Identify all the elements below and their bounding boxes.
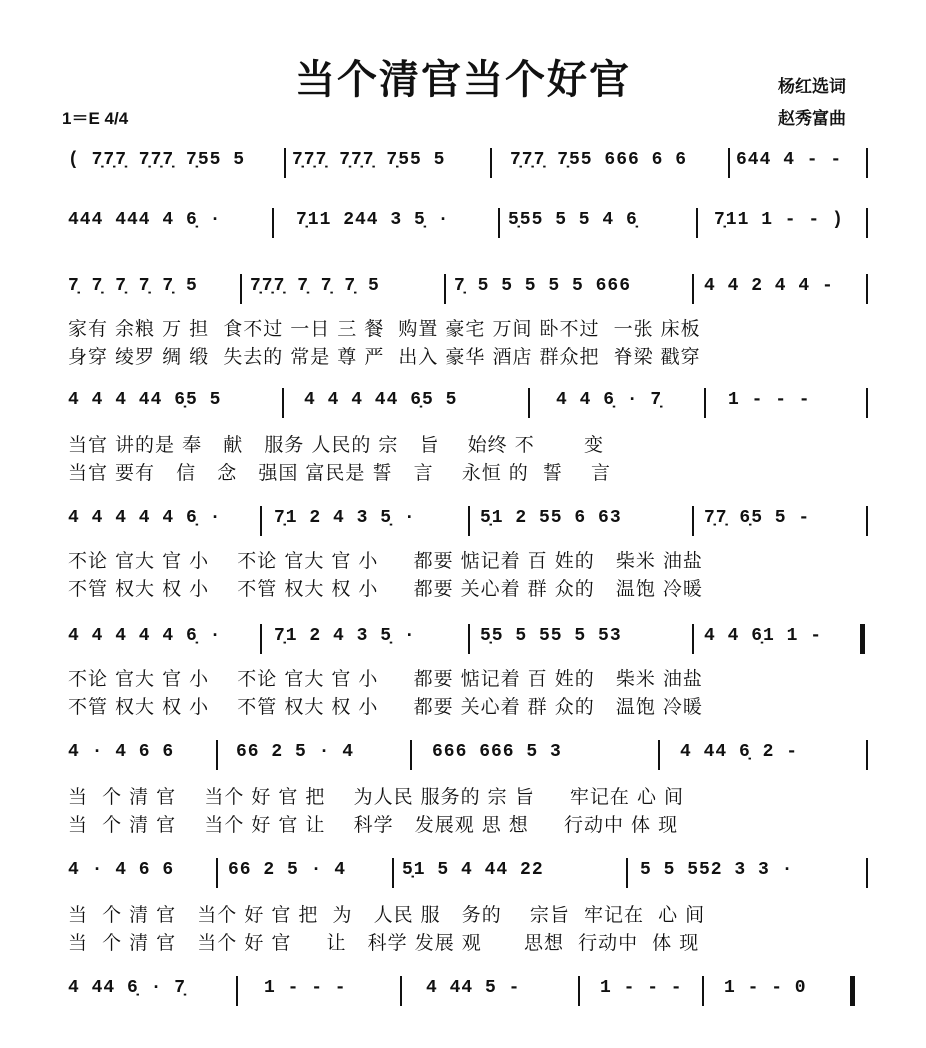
measure: 7̣11 244 3 5̣ · <box>296 210 450 230</box>
lyric-verse-1: 当 个 清 官 当个 好 官 把 为人民 服务的 宗 旨 牢记在 心 间 <box>68 786 684 808</box>
lyric-verse-2: 身穿 绫罗 绸 缎 失去的 常是 尊 严 出入 豪华 酒店 群众把 脊梁 戳穿 <box>68 346 701 368</box>
measure: ( 7̣7̣7̣ 7̣7̣7̣ 7̣55 5 <box>68 150 246 170</box>
measure: 5 5 552 3 3 · <box>640 860 794 880</box>
barline <box>696 208 698 238</box>
measure: 7̣1 2 4 3 5̣ · <box>274 626 416 646</box>
measure: 644 4 - - <box>736 150 843 170</box>
lyric-verse-1: 不论 官大 官 小 不论 官大 官 小 都要 惦记着 百 姓的 柴米 油盐 <box>68 668 703 690</box>
notation-row <box>60 974 870 1008</box>
final-barline <box>850 976 855 1006</box>
measure: 7̣ 7̣ 7̣ 7̣ 7̣ 5 <box>68 276 198 296</box>
barline <box>260 624 262 654</box>
barline <box>236 976 238 1006</box>
barline <box>866 858 868 888</box>
measure: 5̣1 2 55 6 63 <box>480 508 622 528</box>
measure: 4 · 4 6 6 <box>68 860 175 880</box>
barline <box>860 624 865 654</box>
measure: 4 44 5 - <box>426 978 521 998</box>
notation-row <box>60 386 870 420</box>
notation-row <box>60 206 870 240</box>
barline <box>216 740 218 770</box>
lyric-verse-2: 当 个 清 官 当个 好 官 让 科学 发展 观 思想 行动中 体 现 <box>68 932 700 954</box>
barline <box>866 506 868 536</box>
notation-row <box>60 738 870 772</box>
notation-row <box>60 504 870 538</box>
barline <box>692 506 694 536</box>
measure: 4 · 4 6 6 <box>68 742 175 762</box>
barline <box>866 274 868 304</box>
barline <box>578 976 580 1006</box>
measure: 5̣55 5 5 4 6̣ <box>508 210 638 230</box>
measure: 4 4 6̣ · 7̣ <box>556 390 663 410</box>
lyric-verse-1: 当 个 清 官 当个 好 官 把 为 人民 服 务的 宗旨 牢记在 心 间 <box>68 904 706 926</box>
measure: 66 2 5 · 4 <box>228 860 347 880</box>
measure: 7̣1 2 4 3 5̣ · <box>274 508 416 528</box>
measure: 7̣7̣7̣ 7̣55 666 6 6 <box>510 150 688 170</box>
barline <box>866 388 868 418</box>
measure: 1 - - - <box>728 390 811 410</box>
notation-row <box>60 272 870 306</box>
barline <box>444 274 446 304</box>
measure: 4 4 4 44 6̣5 5 <box>68 390 222 410</box>
barline <box>282 388 284 418</box>
barline <box>692 624 694 654</box>
barline <box>410 740 412 770</box>
measure: 5̣5 5 55 5 53 <box>480 626 622 646</box>
barline <box>704 388 706 418</box>
measure: 4 4 4 4 4 6̣ · <box>68 508 222 528</box>
barline <box>260 506 262 536</box>
measure: 7̣ 5 5 5 5 5 666 <box>454 276 632 296</box>
barline <box>528 388 530 418</box>
lyric-verse-1: 当官 讲的是 奉 献 服务 人民的 宗 旨 始终 不 变 <box>68 434 604 456</box>
measure: 4 4 6̣1 1 - <box>704 626 823 646</box>
notation-row <box>60 856 870 890</box>
barline <box>272 208 274 238</box>
barline <box>626 858 628 888</box>
measure: 4 4 2 4 4 - <box>704 276 834 296</box>
barline <box>866 148 868 178</box>
measure: 1 - - 0 <box>724 978 807 998</box>
lyric-verse-2: 不管 权大 权 小 不管 权大 权 小 都要 关心着 群 众的 温饱 冷暖 <box>68 578 703 600</box>
composer-credit: 赵秀富曲 <box>778 109 846 129</box>
barline <box>658 740 660 770</box>
barline <box>498 208 500 238</box>
lyric-verse-1: 不论 官大 官 小 不论 官大 官 小 都要 惦记着 百 姓的 柴米 油盐 <box>68 550 703 572</box>
barline <box>866 740 868 770</box>
measure: 7̣11 1 - - ) <box>714 210 844 230</box>
notation-row <box>60 622 870 656</box>
lyric-verse-1: 家有 余粮 万 担 食不过 一日 三 餐 购置 豪宅 万间 卧不过 一张 床板 <box>68 318 701 340</box>
measure: 4 4 4 4 4 6̣ · <box>68 626 222 646</box>
measure: 4 44 6̣ 2 - <box>680 742 799 762</box>
barline <box>490 148 492 178</box>
measure: 1 - - - <box>600 978 683 998</box>
lyric-verse-2: 不管 权大 权 小 不管 权大 权 小 都要 关心着 群 众的 温饱 冷暖 <box>68 696 703 718</box>
measure: 7̣7̣7̣ 7̣ 7̣ 7̣ 5 <box>250 276 380 296</box>
barline <box>216 858 218 888</box>
measure: 4 4 4 44 6̣5 5 <box>304 390 458 410</box>
barline <box>400 976 402 1006</box>
measure: 7̣7̣ 6̣5 5 - <box>704 508 811 528</box>
measure: 66 2 5 · 4 <box>236 742 355 762</box>
barline <box>692 274 694 304</box>
barline <box>728 148 730 178</box>
barline <box>468 624 470 654</box>
measure: 444 444 4 6̣ · <box>68 210 222 230</box>
key-signature: 1＝E 4/4 <box>62 109 129 128</box>
notation-row <box>60 146 870 180</box>
barline <box>866 208 868 238</box>
lyric-verse-2: 当 个 清 官 当个 好 官 让 科学 发展观 思 想 行动中 体 现 <box>68 814 679 836</box>
barline <box>392 858 394 888</box>
measure: 7̣7̣7̣ 7̣7̣7̣ 7̣55 5 <box>292 150 446 170</box>
barline <box>702 976 704 1006</box>
lyricist-credit: 杨红选词 <box>778 77 846 97</box>
measure: 5̣1 5 4 44 22 <box>402 860 544 880</box>
barline <box>468 506 470 536</box>
lyric-verse-2: 当官 要有 信 念 强国 富民是 誓 言 永恒 的 誓 言 <box>68 462 612 484</box>
measure: 1 - - - <box>264 978 347 998</box>
song-title: 当个清官当个好官 <box>295 57 631 103</box>
barline <box>240 274 242 304</box>
measure: 4 44 6̣ · 7̣ <box>68 978 187 998</box>
measure: 666 666 5 3 <box>432 742 562 762</box>
barline <box>284 148 286 178</box>
